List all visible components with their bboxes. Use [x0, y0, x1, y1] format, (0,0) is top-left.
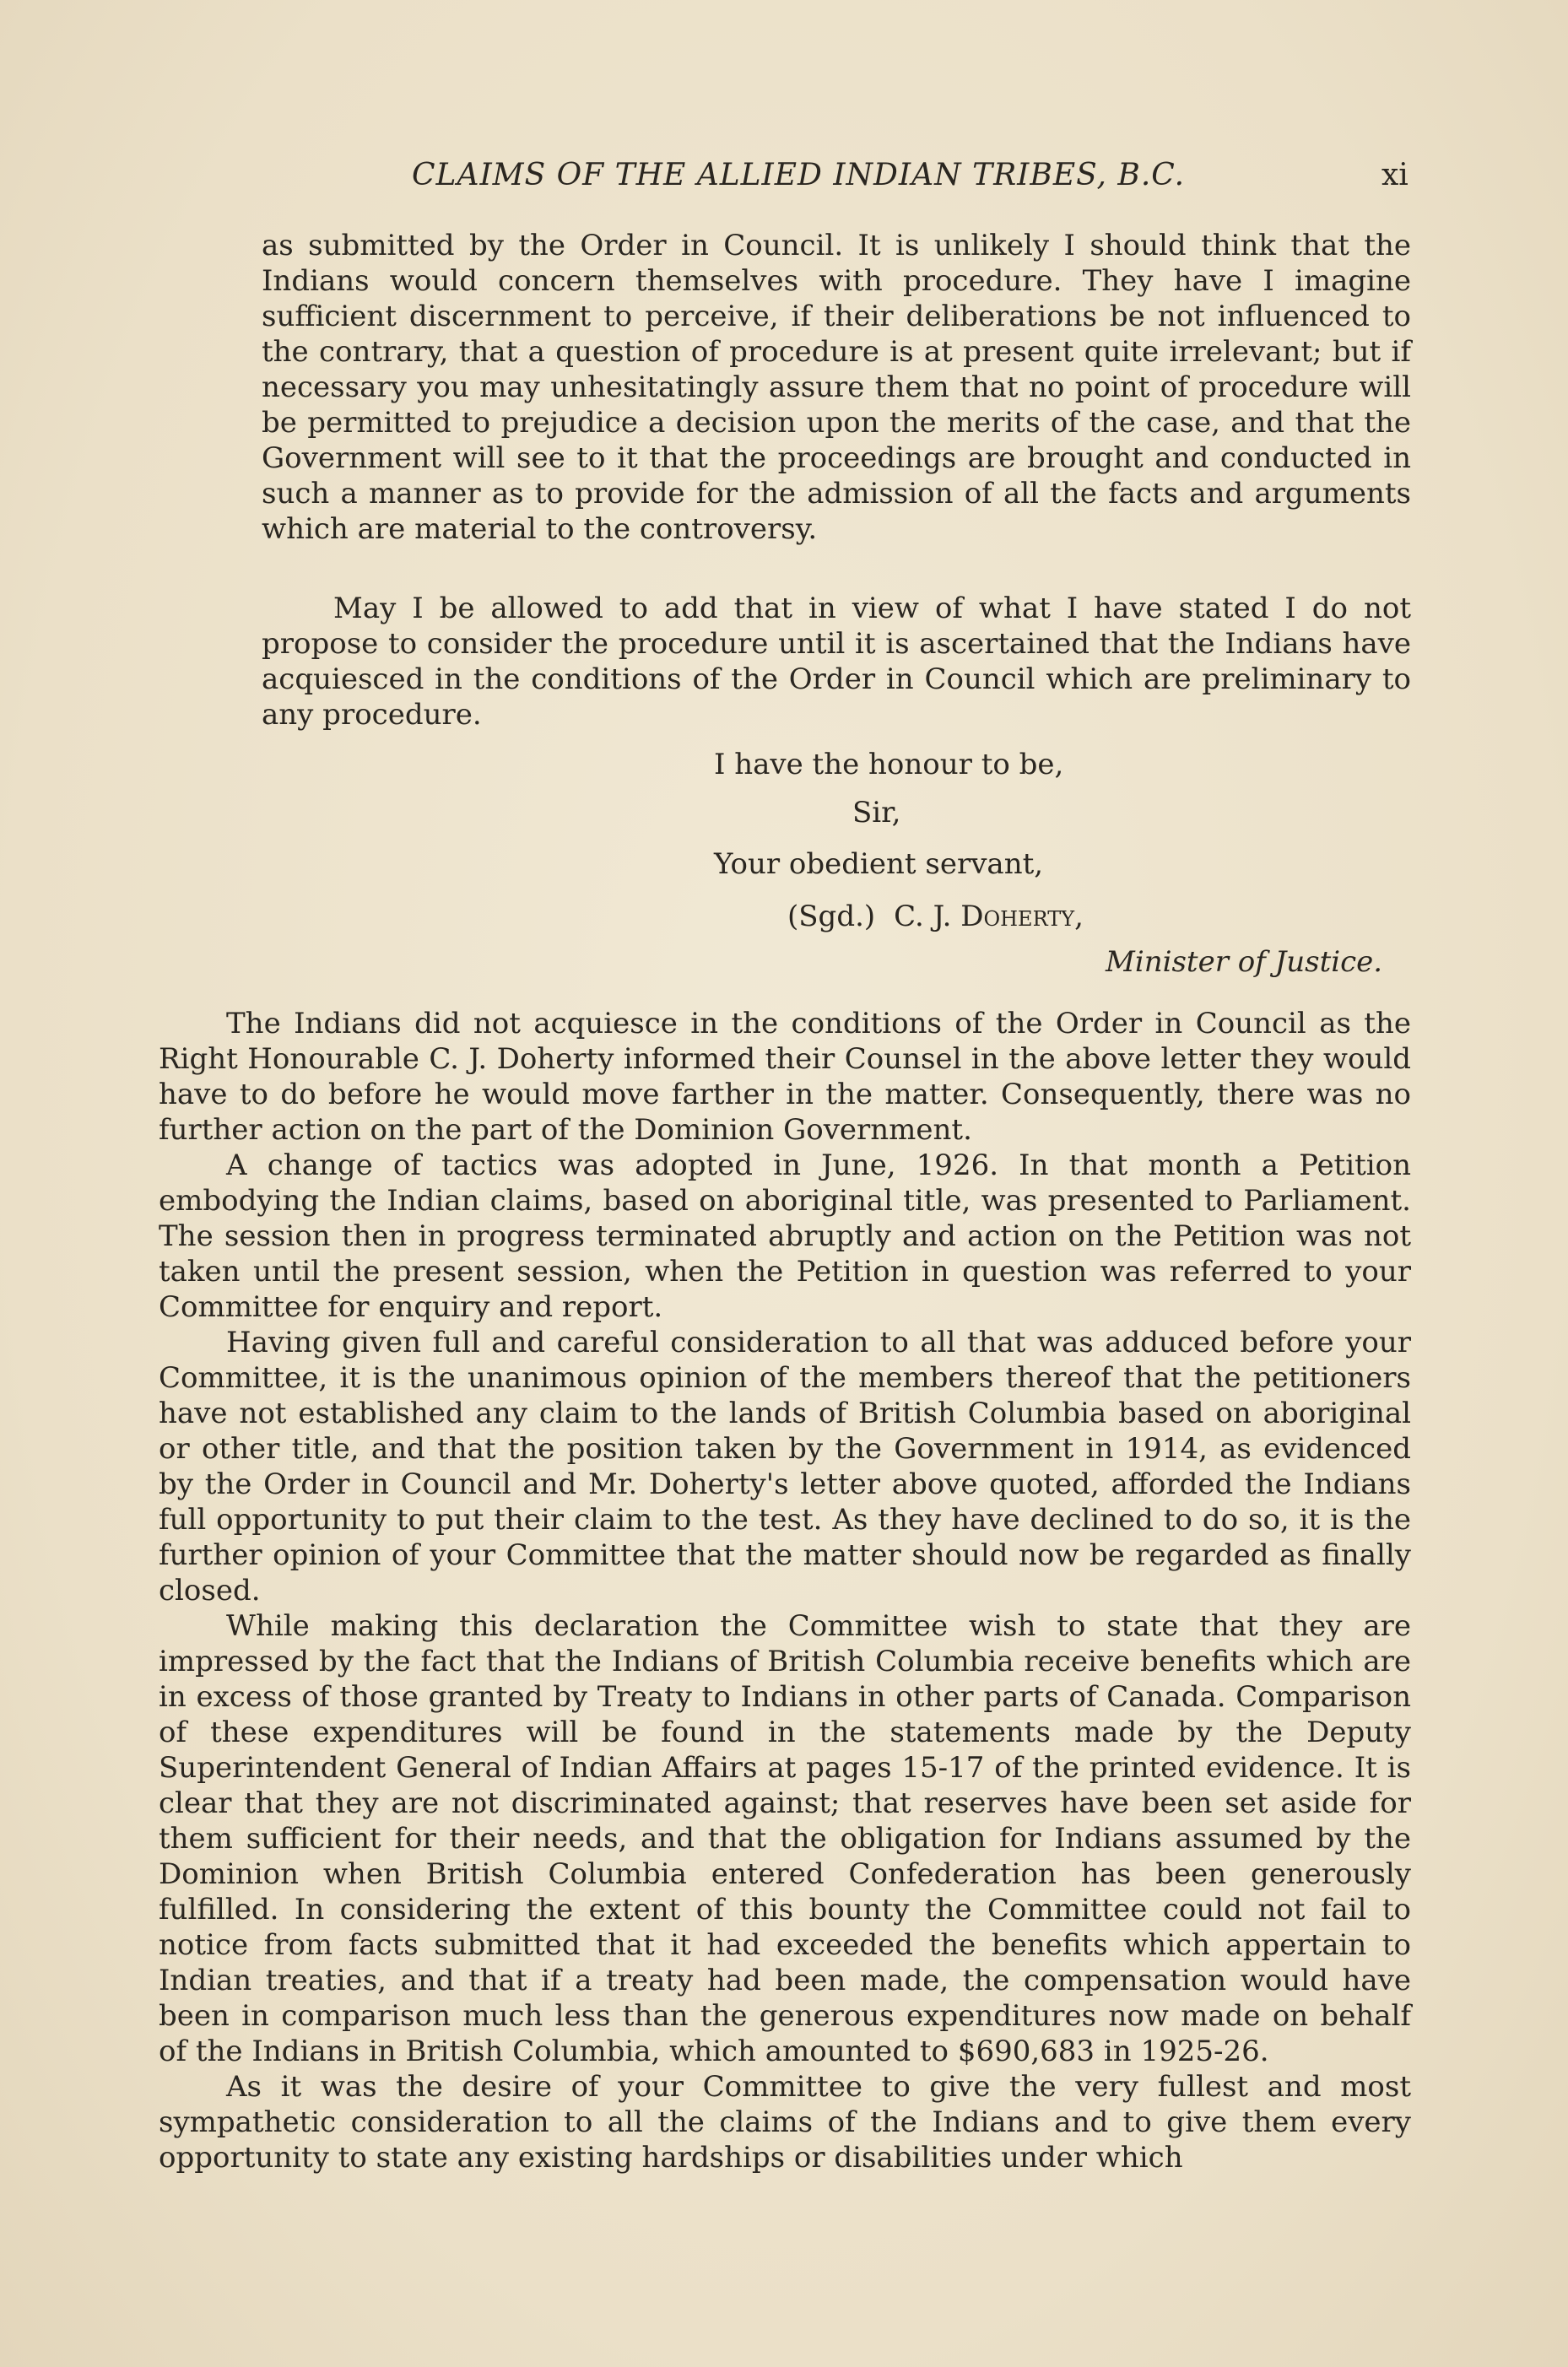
signatory-title: Minister of Justice.	[1106, 945, 1383, 979]
letter-paragraph-1: as submitted by the Order in Council. It is unlikely I should think that the Indians would concern themselves with procedure. They have I imagine sufficient discernment to perceive, if their deliberations be not influenced to the contrary, that a question of procedure is at present quite irrelevant; but if necessary you may unhesitatingly assure them that no point of procedure will be permitted to prejudice a decision upon the merits of the case, and that the Government will see to it that the proceedings are brought and conducted in such a manner as to provide for the admission of all the facts and arguments which are material to the controversy.	[262, 229, 1411, 546]
report-paragraph: While making this declaration the Committee wish to state that they are impressed by the fact that the Indians of British Columbia receive benefits which are in excess of those granted by Treaty to Indians in other parts of Canada. Comparison of these expenditures will be found in the statements made by the Deputy Superintendent General of Indian Affairs at pages 15-17 of the printed evidence. It is clear that they are not discriminated against; that reserves have been set aside for them sufficient for their needs, and that the obligation for Indians assumed by the Dominion when British Columbia entered Confederation has been generously fulfilled. In considering the extent of this bounty the Committee could not fail to notice from facts submitted that it had exceeded the benefits which appertain to Indian treaties, and that if a treaty had been made, the compensation would have been in comparison much less than the generous expenditures now made on behalf of the Indians in British Columbia, which amounted to $690,683 in 1925-26.	[159, 1609, 1411, 2068]
closing-salutation: I have the honour to be,	[714, 748, 1064, 781]
report-paragraph: Having given full and careful consideration to all that was adduced before your Committee, it is the unanimous opinion of the members thereof that the petitioners have not established any claim to the lands of British Columbia based on aboriginal or other title, and that the position taken by the Government in 1914, as evidenced by the Order in Council and Mr. Doherty's letter above quoted, afforded the Indians full opportunity to put their claim to the test. As they have declined to do so, it is the further opinion of your Committee that the matter should now be regarded as finally closed.	[159, 1326, 1411, 1608]
closing-servant: Your obedient servant,	[714, 847, 1044, 881]
running-title: CLAIMS OF THE ALLIED INDIAN TRIBES, B.C.	[412, 158, 1186, 192]
page-number: xi	[1381, 158, 1408, 192]
closing-sir: Sir,	[852, 796, 901, 830]
letter-paragraph-2: May I be allowed to add that in view of what I have stated I do not propose to consider the procedure until it is ascertained that the Indians have acquiesced in the conditions of the Order in Council which are preliminary to any procedure.	[262, 592, 1411, 732]
signed-mark: (Sgd.)	[787, 900, 876, 933]
report-paragraph: A change of tactics was adopted in June, 1926. In that month a Petition embodying the Indian claims, based on aboriginal title, was presented to Parliament. The session then in progress terminated abruptly and action on the Petition was not taken until the present session, when the Petition in question was referred to your Committee for enquiry and report.	[159, 1148, 1411, 1324]
report-paragraph: As it was the desire of your Committee to give the very fullest and most sympathetic consideration to all the claims of the Indians and to give them every opportunity to state any existing hardships or disabilities under which	[159, 2070, 1411, 2175]
signatory-name: C. J. Doherty,	[894, 900, 1084, 933]
page-header	[0, 158, 1568, 200]
signature-line	[787, 900, 1084, 933]
report-paragraph: The Indians did not acquiesce in the conditions of the Order in Council as the Right Honourable C. J. Doherty informed their Counsel in the above letter they would have to do before he would move farther in the matter. Consequently, there was no further action on the part of the Dominion Government.	[159, 1007, 1411, 1147]
report-body	[159, 1006, 1411, 2175]
